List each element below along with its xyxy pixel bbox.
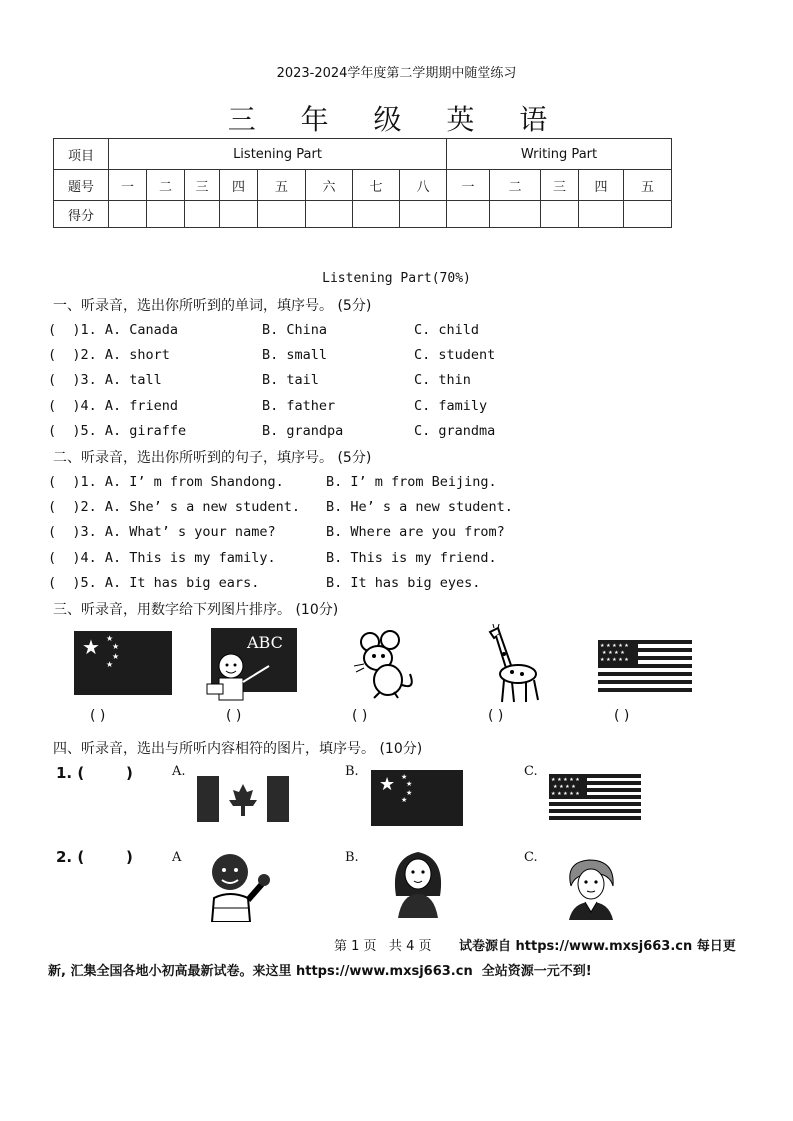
svg-text:★ ★ ★ ★ ★: ★ ★ ★ ★ ★ [551, 791, 580, 797]
score-cell[interactable] [306, 201, 353, 228]
question-row [48, 398, 748, 418]
listening-num: 五 [258, 170, 306, 201]
listening-num: 四 [220, 170, 258, 201]
svg-text:★ ★ ★ ★: ★ ★ ★ ★ [602, 650, 625, 656]
page-number: 第 1 页 共 4 页 [334, 939, 432, 954]
score-table [53, 138, 672, 228]
mouse-icon [350, 630, 420, 700]
option-c: C. thin [414, 372, 471, 388]
question-2-blank[interactable]: 2. ( ) [56, 848, 133, 866]
question-row [48, 550, 748, 570]
score-table-score-label: 得分 [54, 201, 109, 228]
svg-text:★ ★ ★ ★ ★: ★ ★ ★ ★ ★ [551, 777, 580, 783]
score-cell[interactable] [220, 201, 258, 228]
option-a: ( )2. A. She’ s a new student. [48, 499, 300, 515]
listening-num: 一 [109, 170, 147, 201]
option-a-label: A. [172, 764, 186, 779]
listening-part-header: Listening Part [109, 139, 447, 170]
answer-blank[interactable]: ( ) [488, 708, 504, 724]
boy-waving-icon [204, 850, 274, 922]
option-b-label: B. [345, 764, 359, 779]
option-a: ( )2. A. short [48, 347, 170, 363]
score-cell[interactable] [447, 201, 490, 228]
option-b: B. China [262, 322, 328, 338]
option-b: B. This is my friend. [326, 550, 497, 566]
usa-flag-icon [549, 774, 641, 822]
question-1-blank[interactable]: 1. ( ) [56, 764, 133, 782]
option-c: C. grandma [414, 423, 496, 439]
question-row [48, 474, 748, 494]
option-a: ( )4. A. This is my family. [48, 550, 276, 566]
option-b: B. He’ s a new student. [326, 499, 513, 515]
option-a: ( )5. A. It has big ears. [48, 575, 260, 591]
writing-num: 三 [541, 170, 579, 201]
teacher-blackboard-icon [203, 626, 299, 702]
question-row [48, 575, 748, 595]
section1-title: 一、听录音，选出你所听到的单词，填序号。 (5分) [53, 298, 372, 314]
option-c-label: C. [524, 850, 538, 865]
writing-num: 一 [447, 170, 490, 201]
listening-part-heading: Listening Part(70%) [322, 271, 471, 286]
option-c: C. child [414, 322, 480, 338]
score-cell[interactable] [109, 201, 147, 228]
score-cell[interactable] [579, 201, 624, 228]
question-row [48, 499, 748, 519]
svg-text:★ ★ ★ ★ ★: ★ ★ ★ ★ ★ [600, 657, 629, 663]
page-title: 三 年 级 英 语 [227, 103, 566, 136]
listening-num: 七 [353, 170, 400, 201]
school-term-header: 2023-2024学年度第二学期期中随堂练习 [276, 66, 517, 81]
option-b: B. I’ m from Beijing. [326, 474, 497, 490]
writing-num: 四 [579, 170, 624, 201]
board-text: ABC [247, 633, 283, 652]
option-b: B. father [262, 398, 336, 414]
section4-title: 四、听录音，选出与所听内容相符的图片，填序号。 (10分) [53, 741, 423, 757]
answer-blank[interactable]: ( ) [90, 708, 106, 724]
option-a-label: A [172, 850, 182, 865]
option-a: ( )1. A. I’ m from Shandong. [48, 474, 284, 490]
score-cell[interactable] [624, 201, 672, 228]
canada-flag-icon [197, 776, 289, 822]
girl-icon [390, 848, 446, 918]
option-b: B. It has big eyes. [326, 575, 481, 591]
question-row [48, 347, 748, 367]
listening-num: 三 [185, 170, 220, 201]
score-cell[interactable] [258, 201, 306, 228]
usa-flag-icon [598, 640, 692, 692]
option-b: B. Where are you from? [326, 524, 505, 540]
source-notice-line2: 新, 汇集全国各地小初高最新试卷。来这里 https://www.mxsj663.cn 全站资源一元不到! [48, 964, 592, 979]
option-b: B. small [262, 347, 328, 363]
svg-text:★ ★ ★ ★: ★ ★ ★ ★ [553, 784, 576, 790]
listening-num: 二 [147, 170, 185, 201]
score-table-item-label: 项目 [54, 139, 109, 170]
score-cell[interactable] [353, 201, 400, 228]
answer-blank[interactable]: ( ) [226, 708, 242, 724]
score-cell[interactable] [400, 201, 447, 228]
source-notice: 试卷源自 https://www.mxsj663.cn 每日更 [459, 939, 736, 954]
option-a: ( )3. A. What’ s your name? [48, 524, 276, 540]
listening-num: 八 [400, 170, 447, 201]
score-cell[interactable] [147, 201, 185, 228]
option-a: ( )1. A. Canada [48, 322, 179, 338]
listening-num: 六 [306, 170, 353, 201]
option-b: B. grandpa [262, 423, 344, 439]
score-cell[interactable] [185, 201, 220, 228]
option-c: C. family [414, 398, 488, 414]
section3-title: 三、听录音，用数字给下列图片排序。 (10分) [53, 602, 339, 618]
woman-icon [563, 856, 619, 920]
question-row [48, 423, 748, 443]
option-a: ( )4. A. friend [48, 398, 179, 414]
writing-part-header: Writing Part [447, 139, 672, 170]
answer-blank[interactable]: ( ) [614, 708, 630, 724]
question-row [48, 372, 748, 392]
option-c: C. student [414, 347, 496, 363]
china-flag-icon: ★ ★ ★ ★ ★ [74, 631, 172, 695]
section2-title: 二、听录音，选出你所听到的句子，填序号。 (5分) [53, 450, 372, 466]
option-b-label: B. [345, 850, 359, 865]
question-row [48, 322, 748, 342]
china-flag-icon: ★ ★ ★ ★ ★ [371, 770, 463, 826]
svg-text:★ ★ ★ ★ ★: ★ ★ ★ ★ ★ [600, 643, 629, 649]
giraffe-icon [480, 624, 546, 704]
writing-num: 五 [624, 170, 672, 201]
score-cell[interactable] [490, 201, 541, 228]
option-c-label: C. [524, 764, 538, 779]
option-a: ( )5. A. giraffe [48, 423, 187, 439]
option-b: B. tail [262, 372, 319, 388]
score-cell[interactable] [541, 201, 579, 228]
question-row [48, 524, 748, 544]
score-table-num-label: 题号 [54, 170, 109, 201]
answer-blank[interactable]: ( ) [352, 708, 368, 724]
writing-num: 二 [490, 170, 541, 201]
option-a: ( )3. A. tall [48, 372, 162, 388]
